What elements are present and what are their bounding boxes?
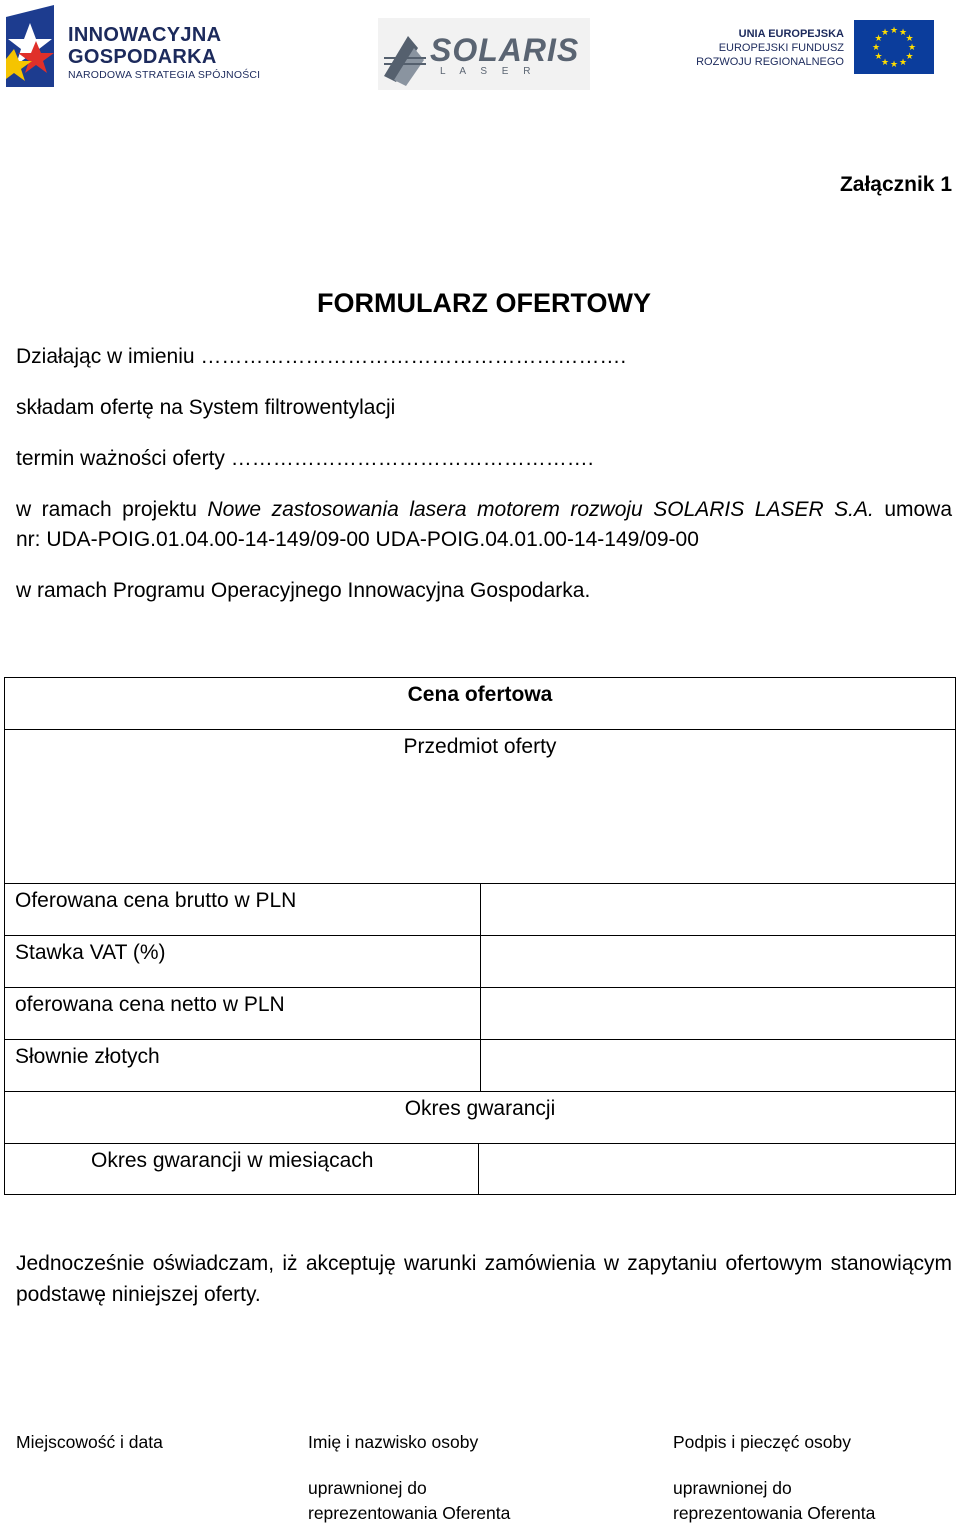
- eu-logo-line2: EUROPEJSKI FUNDUSZ: [718, 42, 844, 54]
- svg-text:★: ★: [874, 34, 883, 44]
- ig-logo-line2: GOSPODARKA: [68, 46, 217, 68]
- eu-logo-line1: UNIA EUROPEJSKA: [738, 28, 844, 40]
- declaration-text: Jednocześnie oświadczam, iż akceptuję warunki zamówienia w zapytaniu ofertowym stanowiącym podstawę niniejszej oferty.: [16, 1252, 952, 1306]
- amount-in-words-value[interactable]: [491, 1046, 951, 1086]
- svg-text:★: ★: [889, 60, 899, 70]
- net-price-value[interactable]: [491, 994, 951, 1034]
- signature-name-line2: uprawnionej do: [308, 1478, 427, 1498]
- signature-sign-line3: reprezentowania Oferenta: [673, 1503, 876, 1523]
- warranty-header: Okres gwarancji: [404, 1097, 556, 1120]
- offer-table: [4, 677, 956, 1195]
- svg-text:★: ★: [905, 34, 914, 44]
- warranty-months-value[interactable]: [489, 1150, 951, 1190]
- svg-text:★: ★: [880, 28, 890, 38]
- acting-on-behalf-field: Działając w imieniu …………………………………………………….: [16, 345, 627, 368]
- annex-label: Załącznik 1: [839, 173, 952, 196]
- ig-logo-line3: NARODOWA STRATEGIA SPÓJNOŚCI: [68, 69, 261, 81]
- project-suffix: umowa: [873, 498, 953, 521]
- svg-text:★: ★: [874, 52, 883, 62]
- offer-subject-label: Przedmiot oferty: [403, 735, 557, 758]
- offer-subject-line: składam ofertę na System filtrowentylacji: [16, 396, 396, 419]
- amount-in-words-label: Słownie złotych: [15, 1045, 160, 1068]
- ig-logo-line1: INNOWACYJNA: [68, 24, 222, 46]
- svg-text:★: ★: [898, 28, 908, 38]
- svg-text:★: ★: [905, 52, 914, 62]
- programme-line: w ramach Programu Operacyjnego Innowacyjna Gospodarka.: [16, 579, 591, 602]
- eu-logo-text: [696, 27, 844, 69]
- svg-text:★: ★: [898, 58, 908, 68]
- eu-flag-icon: [854, 20, 934, 74]
- signature-name-line1: Imię i nazwisko osoby: [308, 1432, 479, 1452]
- solaris-laser-logo: [378, 18, 590, 90]
- signature-sign-line1: Podpis i pieczęć osoby: [673, 1432, 852, 1452]
- signature-name-line3: reprezentowania Oferenta: [308, 1503, 511, 1523]
- net-price-label: oferowana cena netto w PLN: [15, 993, 285, 1016]
- ig-logo-icon: [6, 5, 66, 90]
- signature-sign-line2: uprawnionej do: [673, 1478, 792, 1498]
- offer-validity-field: termin ważności oferty …………………………………………….: [16, 447, 594, 470]
- eu-logo-line3: ROZWOJU REGIONALNEGO: [696, 56, 844, 68]
- svg-text:★: ★: [907, 43, 917, 53]
- project-prefix: w ramach projektu: [16, 498, 208, 521]
- page-title: FORMULARZ OFERTOWY: [317, 288, 651, 318]
- gross-price-label: Oferowana cena brutto w PLN: [15, 889, 297, 912]
- vat-rate-label: Stawka VAT (%): [15, 941, 166, 964]
- project-line: [16, 495, 952, 525]
- solaris-logo-sub: L A S E R: [440, 66, 537, 77]
- warranty-months-label: Okres gwarancji w miesiącach: [91, 1149, 374, 1172]
- svg-text:★: ★: [871, 43, 881, 53]
- contract-number-line: nr: UDA-POIG.01.04.00-14-149/09-00 UDA-POIG.04.01.00-14-149/09-00: [16, 528, 699, 551]
- table-header-price: Cena ofertowa: [407, 683, 553, 706]
- svg-text:★: ★: [880, 58, 890, 68]
- signature-place-date: Miejscowość i data: [16, 1432, 163, 1452]
- svg-text:★: ★: [889, 26, 899, 36]
- vat-rate-value[interactable]: [491, 942, 951, 982]
- project-name: Nowe zastosowania lasera motorem rozwoju SOLARIS LASER S.A.: [207, 498, 874, 521]
- solaris-logo-name: SOLARIS: [430, 32, 580, 68]
- gross-price-value[interactable]: [491, 890, 951, 930]
